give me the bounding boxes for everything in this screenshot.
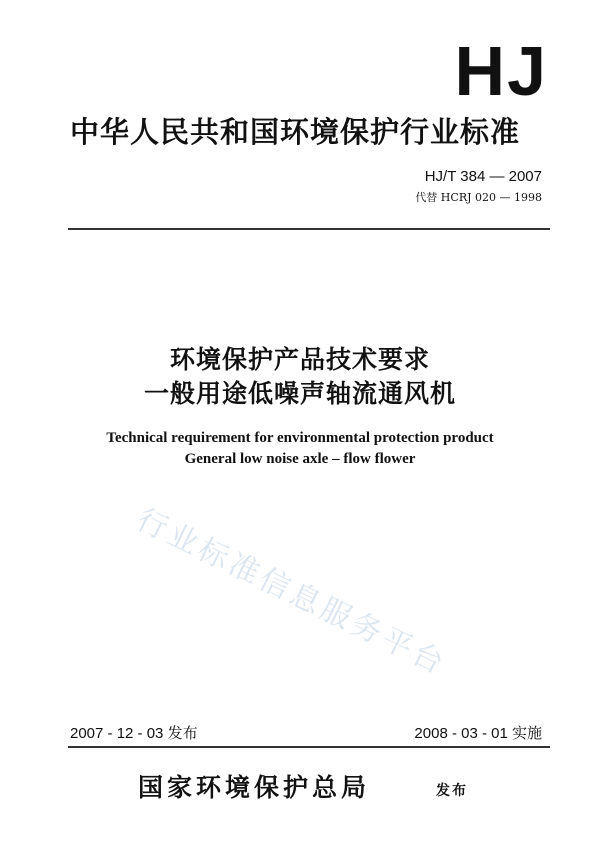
chinese-title-line-2: 一般用途低噪声轴流通风机 (143, 379, 456, 408)
hj-logo: HJ (454, 32, 548, 110)
bottom-divider (68, 746, 550, 748)
watermark: 行业标准信息服务平台 (131, 502, 453, 683)
publish-label: 发布 (436, 783, 468, 799)
english-title-line-2: General low noise axle – flow flower (184, 451, 416, 467)
chinese-title-line-1: 环境保护产品技术要求 (169, 345, 430, 374)
english-title-line-1: Technical requirement for environmental protection product (106, 430, 494, 446)
top-divider (68, 228, 550, 230)
replaces-standard: 代替 HCRJ 020 — 1998 (415, 191, 542, 204)
standard-category-title: 中华人民共和国环境保护行业标准 (70, 115, 521, 149)
issue-date: 2007 - 12 - 03 发布 (70, 725, 198, 742)
implementation-date: 2008 - 03 - 01 实施 (414, 725, 542, 742)
standard-code: HJ/T 384 — 2007 (424, 168, 542, 185)
issuing-authority: 国家环境保护总局 (138, 773, 371, 802)
